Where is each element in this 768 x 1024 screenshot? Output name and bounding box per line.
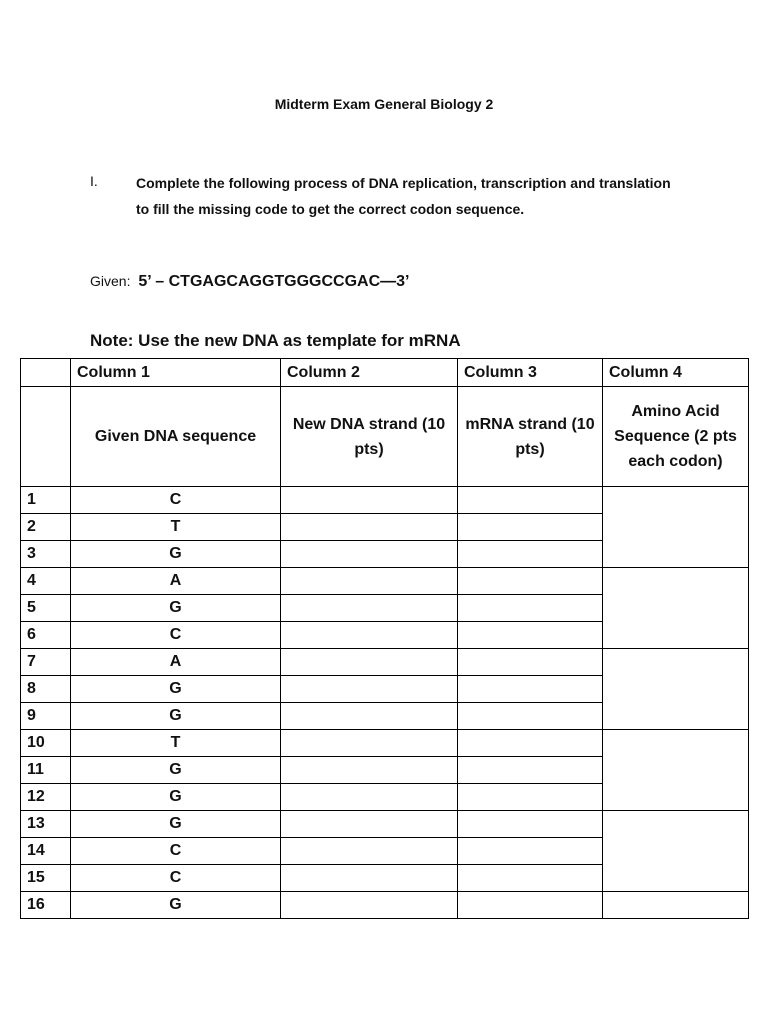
- new-dna-cell[interactable]: [281, 757, 458, 784]
- amino-acid-cell[interactable]: [603, 892, 749, 919]
- new-dna-cell[interactable]: [281, 838, 458, 865]
- new-dna-cell[interactable]: [281, 541, 458, 568]
- given-base-cell: C: [71, 838, 281, 865]
- mrna-cell[interactable]: [458, 541, 603, 568]
- subheader-cell: New DNA strand (10 pts): [281, 387, 458, 487]
- row-number: 14: [21, 838, 71, 865]
- column-header: Column 3: [458, 359, 603, 387]
- row-number: 8: [21, 676, 71, 703]
- question-numeral: I.: [90, 173, 98, 189]
- row-number: 5: [21, 595, 71, 622]
- given-base-cell: C: [71, 487, 281, 514]
- mrna-cell[interactable]: [458, 865, 603, 892]
- amino-acid-cell[interactable]: [603, 811, 749, 892]
- mrna-cell[interactable]: [458, 730, 603, 757]
- given-base-cell: C: [71, 622, 281, 649]
- given-base-cell: G: [71, 676, 281, 703]
- table-row: [21, 568, 749, 595]
- given-base-cell: A: [71, 568, 281, 595]
- subheader-cell: Given DNA sequence: [71, 387, 281, 487]
- new-dna-cell[interactable]: [281, 487, 458, 514]
- row-number: 6: [21, 622, 71, 649]
- amino-acid-cell[interactable]: [603, 649, 749, 730]
- new-dna-cell[interactable]: [281, 649, 458, 676]
- given-label: Given:: [90, 273, 131, 289]
- new-dna-cell[interactable]: [281, 730, 458, 757]
- new-dna-cell[interactable]: [281, 568, 458, 595]
- subheader-row: [21, 387, 749, 487]
- subheader-cell: mRNA strand (10 pts): [458, 387, 603, 487]
- new-dna-cell[interactable]: [281, 892, 458, 919]
- new-dna-cell[interactable]: [281, 784, 458, 811]
- row-number: 3: [21, 541, 71, 568]
- mrna-cell[interactable]: [458, 838, 603, 865]
- given-sequence: 5’ – CTGAGCAGGTGGGCCGAC—3’: [138, 273, 410, 290]
- new-dna-cell[interactable]: [281, 595, 458, 622]
- row-number: 13: [21, 811, 71, 838]
- given-base-cell: T: [71, 514, 281, 541]
- given-base-cell: G: [71, 541, 281, 568]
- question-instruction: Complete the following process of DNA replication, transcription and translation to fill the missing code to get the correct codon sequence.: [136, 175, 671, 217]
- given-base-cell: G: [71, 811, 281, 838]
- row-number: 7: [21, 649, 71, 676]
- given-base-cell: A: [71, 649, 281, 676]
- table-row: [21, 730, 749, 757]
- new-dna-cell[interactable]: [281, 676, 458, 703]
- mrna-cell[interactable]: [458, 811, 603, 838]
- mrna-cell[interactable]: [458, 649, 603, 676]
- given-base-cell: T: [71, 730, 281, 757]
- column-header: Column 4: [603, 359, 749, 387]
- mrna-cell[interactable]: [458, 487, 603, 514]
- mrna-cell[interactable]: [458, 595, 603, 622]
- amino-acid-cell[interactable]: [603, 730, 749, 811]
- new-dna-cell[interactable]: [281, 865, 458, 892]
- row-number: 4: [21, 568, 71, 595]
- column-header: Column 2: [281, 359, 458, 387]
- table-row: [21, 892, 749, 919]
- header-row: [21, 359, 749, 387]
- mrna-cell[interactable]: [458, 514, 603, 541]
- given-base-cell: G: [71, 784, 281, 811]
- row-number: 9: [21, 703, 71, 730]
- mrna-cell[interactable]: [458, 622, 603, 649]
- given-base-cell: G: [71, 892, 281, 919]
- table-row: [21, 811, 749, 838]
- table-row: [21, 649, 749, 676]
- row-number: 16: [21, 892, 71, 919]
- mrna-cell[interactable]: [458, 703, 603, 730]
- table-row: [21, 487, 749, 514]
- given-base-cell: G: [71, 595, 281, 622]
- new-dna-cell[interactable]: [281, 703, 458, 730]
- new-dna-cell[interactable]: [281, 622, 458, 649]
- page-title: Midterm Exam General Biology 2: [274, 96, 494, 112]
- mrna-cell[interactable]: [458, 757, 603, 784]
- row-number: 10: [21, 730, 71, 757]
- row-number: 12: [21, 784, 71, 811]
- corner-cell: [21, 359, 71, 387]
- given-base-cell: C: [71, 865, 281, 892]
- mrna-cell[interactable]: [458, 892, 603, 919]
- new-dna-cell[interactable]: [281, 811, 458, 838]
- given-line: [90, 273, 410, 291]
- row-number: 1: [21, 487, 71, 514]
- row-number: 15: [21, 865, 71, 892]
- given-base-cell: G: [71, 703, 281, 730]
- note-text: Note: Use the new DNA as template for mRNA: [90, 331, 461, 350]
- dna-table: [20, 358, 749, 919]
- amino-acid-cell[interactable]: [603, 568, 749, 649]
- corner-cell: [21, 387, 71, 487]
- mrna-cell[interactable]: [458, 784, 603, 811]
- mrna-cell[interactable]: [458, 676, 603, 703]
- column-header: Column 1: [71, 359, 281, 387]
- amino-acid-cell[interactable]: [603, 487, 749, 568]
- subheader-cell: Amino Acid Sequence (2 pts each codon): [603, 387, 749, 487]
- given-base-cell: G: [71, 757, 281, 784]
- row-number: 11: [21, 757, 71, 784]
- row-number: 2: [21, 514, 71, 541]
- new-dna-cell[interactable]: [281, 514, 458, 541]
- mrna-cell[interactable]: [458, 568, 603, 595]
